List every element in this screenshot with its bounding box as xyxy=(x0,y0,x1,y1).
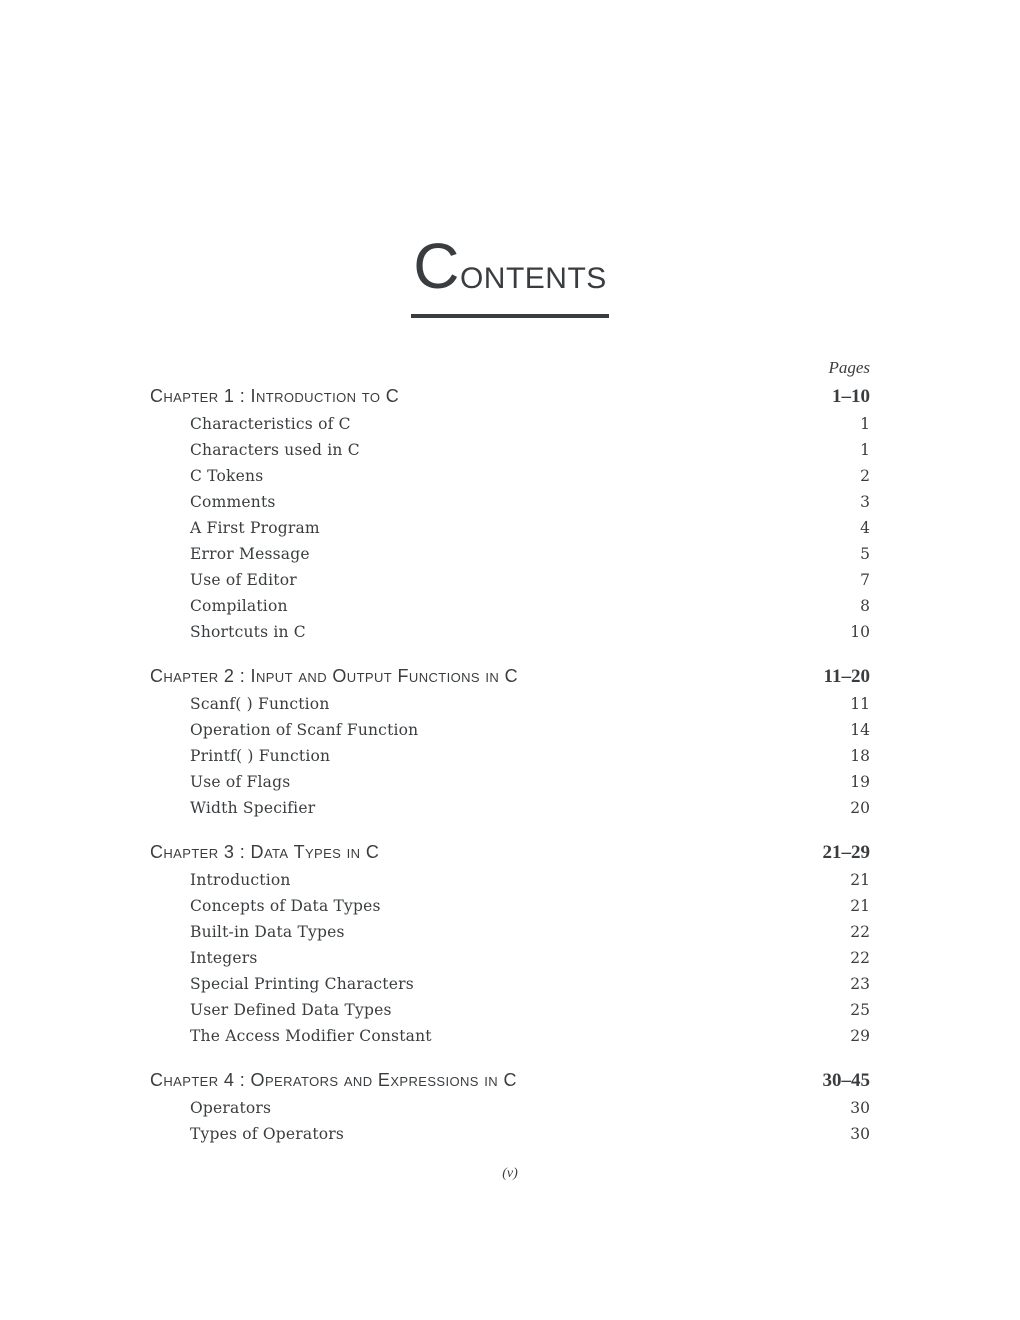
entry-page: 5 xyxy=(860,545,870,563)
chapter-page-range: 21–29 xyxy=(822,842,870,863)
chapter-4 xyxy=(150,1065,870,1147)
entry-page: 19 xyxy=(850,773,870,791)
entry-page: 30 xyxy=(850,1099,870,1117)
pages-column-label: Pages xyxy=(828,358,870,377)
chapter-heading[interactable] xyxy=(150,381,870,411)
chapter-page-range: 30–45 xyxy=(822,1070,870,1091)
chapter-2 xyxy=(150,661,870,821)
chapter-1 xyxy=(150,381,870,645)
chapter-page-range: 1–10 xyxy=(832,386,870,407)
entry-page: 21 xyxy=(850,897,870,915)
toc-entry[interactable] xyxy=(150,489,870,515)
entry-page: 18 xyxy=(850,747,870,765)
entry-page: 29 xyxy=(850,1027,870,1045)
entry-page: 20 xyxy=(850,799,870,817)
entry-page: 23 xyxy=(850,975,870,993)
chapter-heading[interactable] xyxy=(150,661,870,691)
entry-label: Scanf( ) Function xyxy=(190,695,330,713)
chapter-heading[interactable] xyxy=(150,837,870,867)
toc-entry[interactable] xyxy=(150,463,870,489)
chapter-title: Chapter 2 : Input and Output Functions in C xyxy=(150,666,518,686)
entry-page: 14 xyxy=(850,721,870,739)
chapter-title: Chapter 1 : Introduction to C xyxy=(150,386,400,406)
entry-page: 1 xyxy=(860,441,870,459)
toc-entry[interactable] xyxy=(150,945,870,971)
entry-label: Introduction xyxy=(190,871,291,889)
toc-entry[interactable] xyxy=(150,1095,870,1121)
chapter-title: Chapter 4 : Operators and Expressions in C xyxy=(150,1070,517,1090)
entry-page: 30 xyxy=(850,1125,870,1143)
page-title-rest: ONTENTS xyxy=(459,262,607,295)
entry-page: 7 xyxy=(860,571,870,589)
entry-label: Shortcuts in C xyxy=(190,623,306,641)
toc-entry[interactable] xyxy=(150,769,870,795)
entry-label: Compilation xyxy=(190,597,288,615)
entry-label: User Defined Data Types xyxy=(190,1001,392,1019)
toc-entry[interactable] xyxy=(150,743,870,769)
entry-page: 11 xyxy=(850,695,870,713)
toc-entry[interactable] xyxy=(150,619,870,645)
toc-entry[interactable] xyxy=(150,541,870,567)
entry-label: Special Printing Characters xyxy=(190,975,414,993)
entry-label: C Tokens xyxy=(190,467,264,485)
toc-entry[interactable] xyxy=(150,919,870,945)
entry-page: 3 xyxy=(860,493,870,511)
entry-label: Characters used in C xyxy=(190,441,360,459)
entry-page: 4 xyxy=(860,519,870,537)
toc-entry[interactable] xyxy=(150,1023,870,1049)
toc-entry[interactable] xyxy=(150,717,870,743)
entry-label: Operation of Scanf Function xyxy=(190,721,419,739)
entry-page: 22 xyxy=(850,949,870,967)
toc-entry[interactable] xyxy=(150,867,870,893)
entry-label: Use of Flags xyxy=(190,773,291,791)
toc-entry[interactable] xyxy=(150,893,870,919)
entry-label: Types of Operators xyxy=(190,1125,345,1143)
entry-label: Use of Editor xyxy=(190,571,297,589)
table-of-contents xyxy=(150,355,870,1163)
entry-label: A First Program xyxy=(190,519,320,537)
chapter-3 xyxy=(150,837,870,1049)
toc-entry[interactable] xyxy=(150,437,870,463)
toc-entry[interactable] xyxy=(150,515,870,541)
entry-page: 8 xyxy=(860,597,870,615)
toc-entry[interactable] xyxy=(150,997,870,1023)
entry-page: 10 xyxy=(850,623,870,641)
toc-entry[interactable] xyxy=(150,567,870,593)
entry-label: Comments xyxy=(190,493,276,511)
entry-page: 21 xyxy=(850,871,870,889)
chapter-title: Chapter 3 : Data Types in C xyxy=(150,842,380,862)
entry-label: Characteristics of C xyxy=(190,415,351,433)
toc-entry[interactable] xyxy=(150,411,870,437)
entry-page: 22 xyxy=(850,923,870,941)
page-title-container xyxy=(0,230,1020,318)
entry-label: Operators xyxy=(190,1099,272,1117)
page-title-initial: C xyxy=(413,230,460,302)
entry-label: Built-in Data Types xyxy=(190,923,345,941)
toc-entry[interactable] xyxy=(150,593,870,619)
toc-entry[interactable] xyxy=(150,691,870,717)
chapter-page-range: 11–20 xyxy=(823,666,870,687)
entry-page: 25 xyxy=(850,1001,870,1019)
entry-label: Integers xyxy=(190,949,258,967)
page-title xyxy=(411,230,609,318)
chapter-heading[interactable] xyxy=(150,1065,870,1095)
entry-label: Printf( ) Function xyxy=(190,747,331,765)
toc-entry[interactable] xyxy=(150,971,870,997)
entry-label: The Access Modifier Constant xyxy=(190,1027,432,1045)
toc-entry[interactable] xyxy=(150,1121,870,1147)
toc-entry[interactable] xyxy=(150,795,870,821)
entry-label: Error Message xyxy=(190,545,310,563)
entry-page: 2 xyxy=(860,467,870,485)
entry-page: 1 xyxy=(860,415,870,433)
entry-label: Concepts of Data Types xyxy=(190,897,381,915)
page-number-footer: (v) xyxy=(502,1166,518,1181)
entry-label: Width Specifier xyxy=(190,799,316,817)
